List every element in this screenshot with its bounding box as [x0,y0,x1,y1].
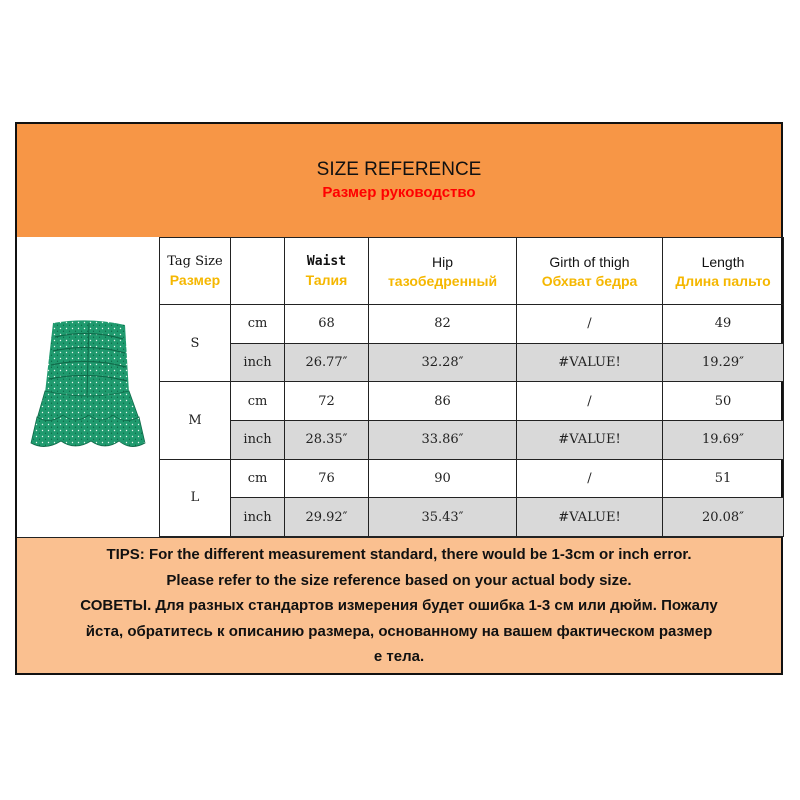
length-cell: 19.29″ [663,343,784,382]
table-row [160,420,784,459]
length-cell: 20.08″ [663,498,784,537]
thigh-cell: / [517,459,663,498]
waist-cell: 72 [285,382,369,421]
unit-cell: inch [231,420,285,459]
tips-line: СОВЕТЫ. Для разных стандартов измерения будет ошибка 1-3 см или дюйм. Пожалу [80,597,718,614]
col-header-hip-en: Hip [431,253,453,270]
page-subtitle: Размер руководство [322,184,476,201]
col-header-tag-size-ru: Размер [169,272,221,288]
table-row [160,305,784,344]
col-header-thigh-ru: Обхват бедра [541,272,638,289]
waist-cell: 28.35″ [285,420,369,459]
length-cell: 51 [663,459,784,498]
waist-cell: 26.77″ [285,343,369,382]
col-header-waist [285,238,369,305]
col-header-unit [231,238,285,305]
waist-cell: 76 [285,459,369,498]
col-header-length-en: Length [701,253,745,270]
table-row [160,382,784,421]
size-label: S [160,305,231,382]
hip-cell: 90 [369,459,517,498]
tips-line: TIPS: For the different measurement standard, there would be 1-3cm or inch error. [106,546,692,563]
size-label: M [160,382,231,459]
thigh-cell: #VALUE! [517,420,663,459]
table-header-row [160,238,784,305]
size-table [159,237,784,537]
length-cell: 50 [663,382,784,421]
col-header-thigh [517,238,663,305]
green-skirt-image [29,315,147,455]
tips-line: йста, обратитесь к описанию размера, основанному на вашем фактическом размер [85,622,713,640]
col-header-tag-size-en: Tag Size [167,254,223,269]
thigh-cell: #VALUE! [517,498,663,537]
size-chart-header [17,124,781,238]
col-header-tag-size [160,238,231,305]
table-row [160,343,784,382]
thigh-cell: / [517,305,663,344]
col-header-hip-ru: тазобедренный [387,272,498,289]
col-header-hip [369,238,517,305]
product-photo-cell [17,237,160,537]
tips-panel [17,537,781,673]
length-cell: 49 [663,305,784,344]
col-header-waist-ru: Талия [305,272,348,288]
table-row [160,459,784,498]
hip-cell: 33.86″ [369,420,517,459]
unit-cell: cm [231,382,285,421]
col-header-waist-en: Waist [306,254,347,269]
page-title: SIZE REFERENCE [316,159,482,180]
col-header-length [663,238,784,305]
size-label: L [160,459,231,536]
col-header-length-ru: Длина пальто [675,272,771,289]
hip-cell: 35.43″ [369,498,517,537]
table-row [160,498,784,537]
unit-cell: cm [231,459,285,498]
unit-cell: cm [231,305,285,344]
length-cell: 19.69″ [663,420,784,459]
col-header-thigh-en: Girth of thigh [549,253,630,270]
thigh-cell: / [517,382,663,421]
waist-cell: 68 [285,305,369,344]
thigh-cell: #VALUE! [517,343,663,382]
tips-line: е тела. [373,648,425,665]
hip-cell: 82 [369,305,517,344]
unit-cell: inch [231,498,285,537]
tips-line: Please refer to the size reference based on your actual body size. [166,571,632,589]
size-chart [15,122,783,675]
unit-cell: inch [231,343,285,382]
hip-cell: 86 [369,382,517,421]
waist-cell: 29.92″ [285,498,369,537]
hip-cell: 32.28″ [369,343,517,382]
